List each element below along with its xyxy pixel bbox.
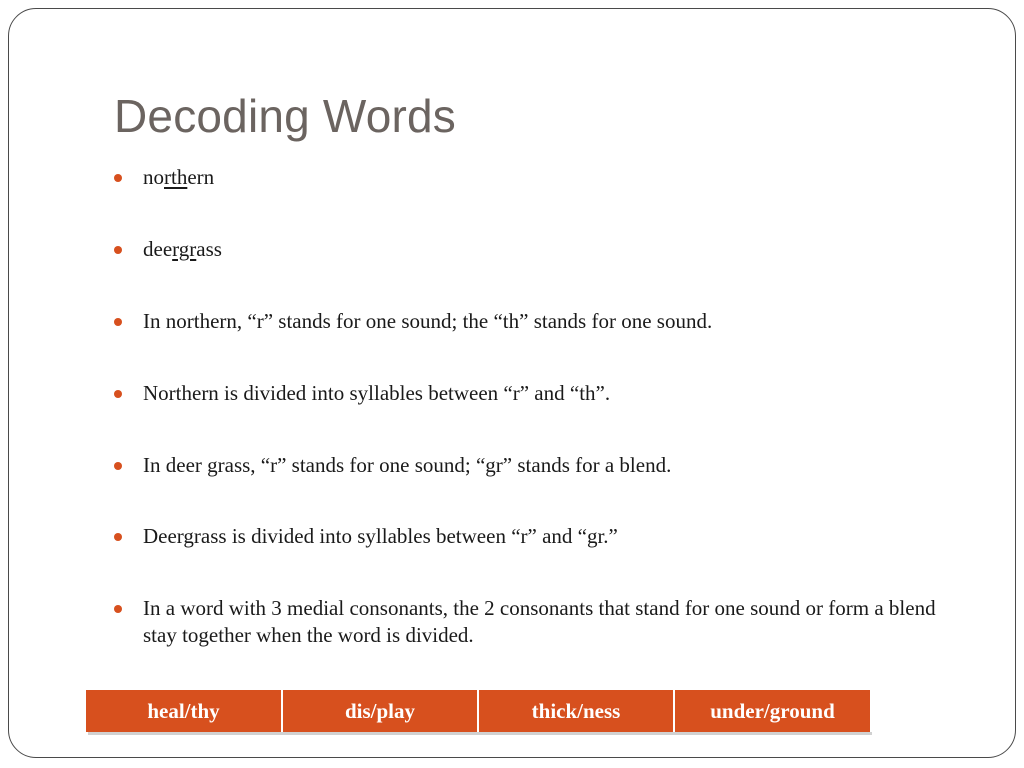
bullet-item (114, 595, 964, 649)
bullet-text: In deer grass, “r” stands for one sound; “gr” stands for a blend. (143, 453, 672, 477)
bullet-marker-icon (114, 174, 122, 182)
bullet-marker-icon (114, 318, 122, 326)
bullet-item (114, 380, 964, 407)
bullet-item (114, 452, 964, 479)
bullet-text: Deergrass is divided into syllables between “r” and “gr.” (143, 524, 618, 548)
bullet-item (114, 523, 964, 550)
table-cell: thick/ness (478, 690, 674, 732)
syllable-table (86, 690, 870, 732)
bullet-item (114, 236, 964, 263)
bullet-item (114, 164, 964, 191)
bullet-text: In a word with 3 medial consonants, the 2 consonants that stand for one sound or form a blend stay together when the word is divided. (143, 596, 936, 647)
bullet-text: Northern is divided into syllables between “r” and “th”. (143, 381, 611, 405)
bullet-item (114, 308, 964, 335)
bullet-text: northern (143, 165, 215, 189)
table-row (86, 690, 870, 732)
bullet-marker-icon (114, 462, 122, 470)
underlined-segment: rth (164, 165, 188, 189)
slide-title: Decoding Words (114, 90, 457, 142)
table-cell: dis/play (282, 690, 478, 732)
bullet-marker-icon (114, 246, 122, 254)
bullet-marker-icon (114, 533, 122, 541)
underlined-segment: rgr (172, 237, 197, 261)
bullet-text: deergrass (143, 237, 222, 261)
table-cell: heal/thy (86, 690, 282, 732)
bullet-text: In northern, “r” stands for one sound; the “th” stands for one sound. (143, 309, 713, 333)
table-shadow (88, 732, 872, 735)
table-cell: under/ground (674, 690, 870, 732)
bullet-marker-icon (114, 605, 122, 613)
bullet-marker-icon (114, 390, 122, 398)
